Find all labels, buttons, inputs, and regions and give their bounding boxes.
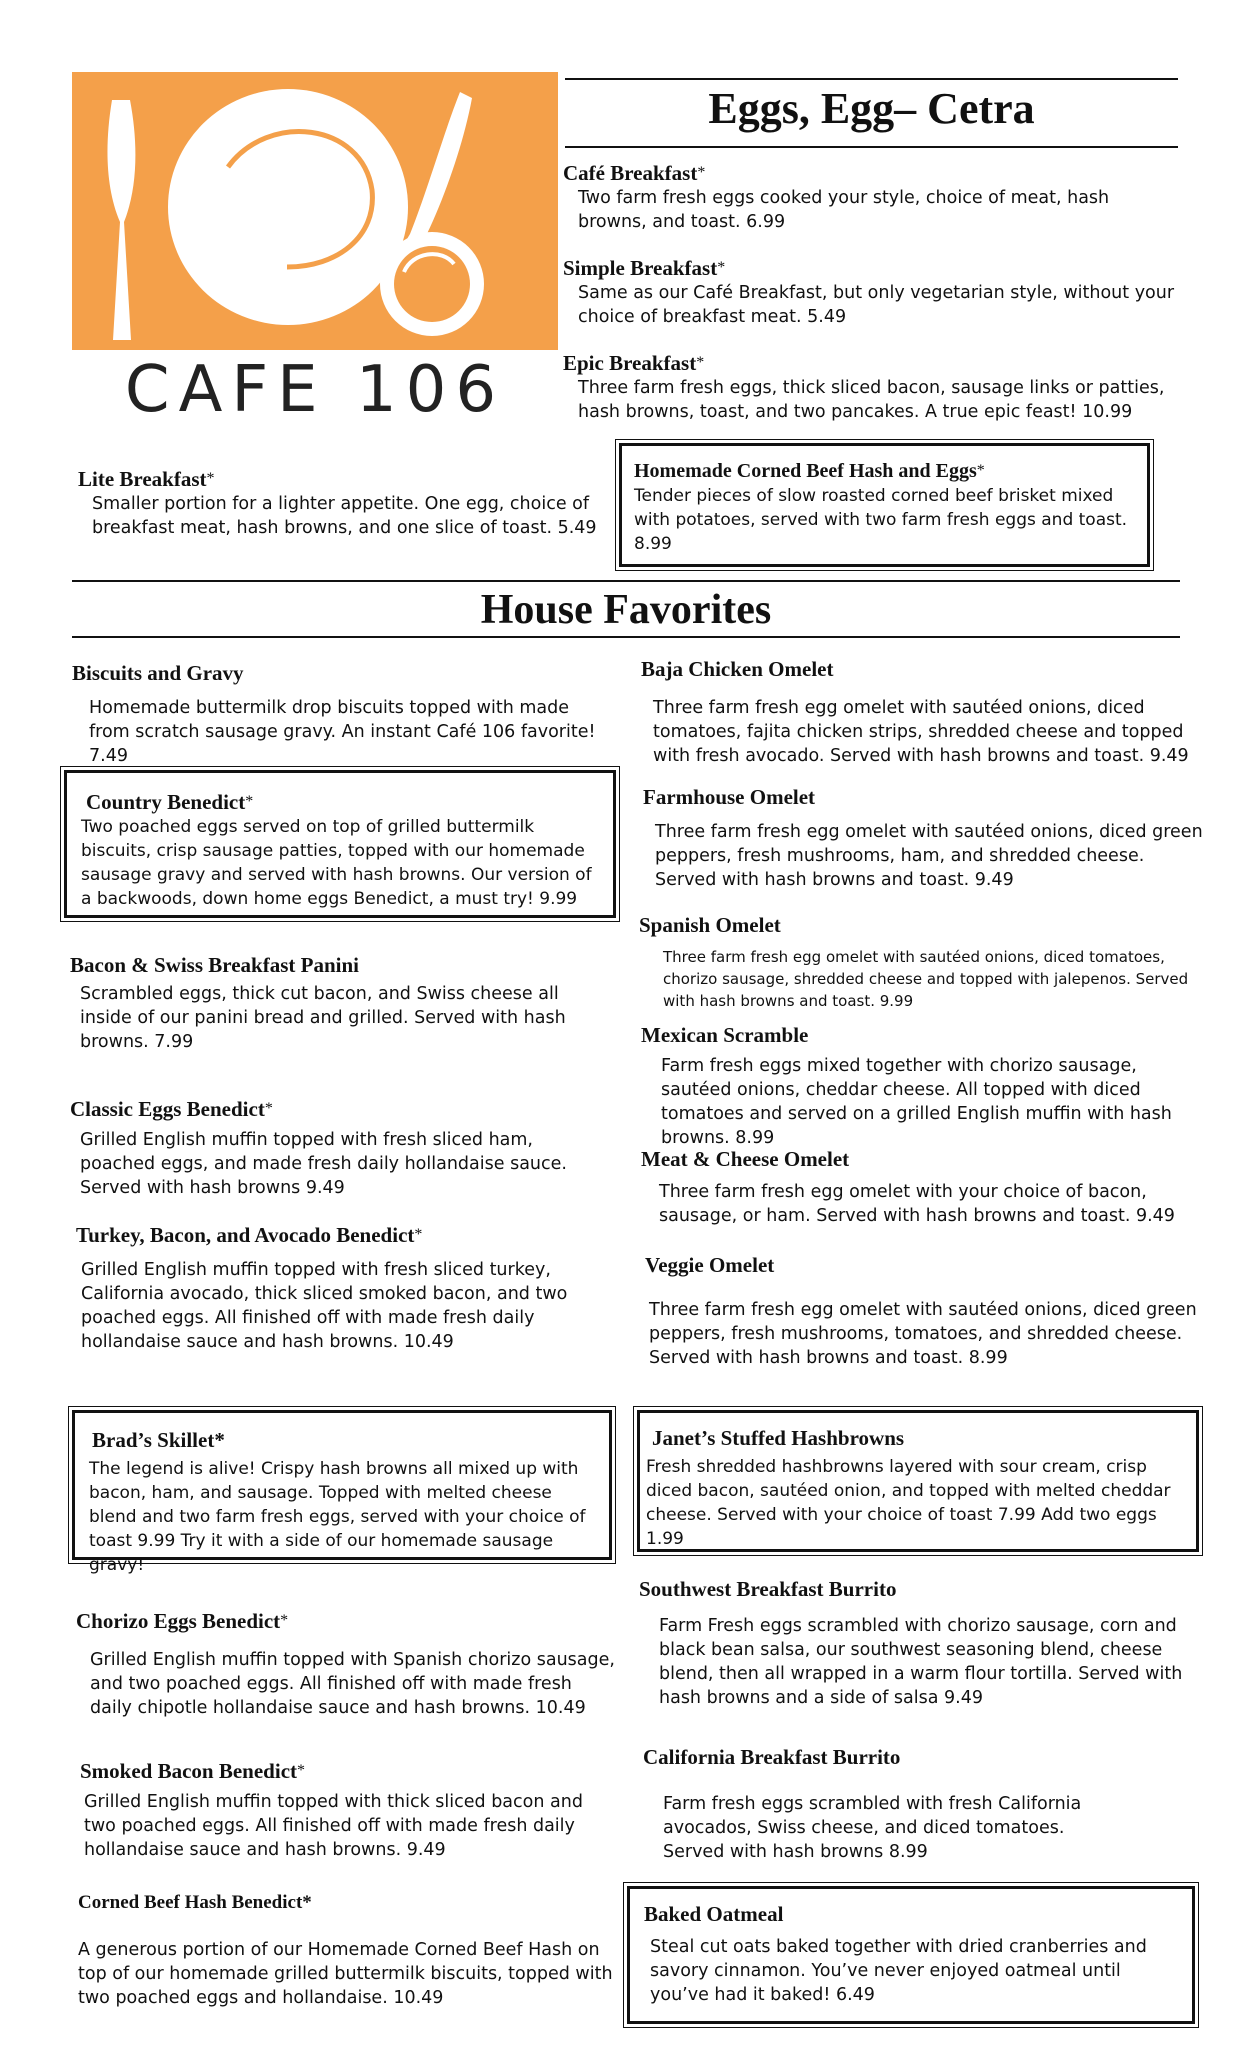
item-description: The legend is alive! Crispy hash browns all mixed up with bacon, ham, and sausage. Topped with melted cheese blend and two farm fresh eggs, served with your choice of toast 9.99 Try it with a side of our homemade sausage gravy! [89, 1459, 586, 1575]
item-description: Grilled English muffin topped with fresh sliced turkey, California avocado, thick sliced smoked bacon, and two poached eggs. All finished off with made fresh daily hollandaise sauce and hash browns. 10.49 [81, 1260, 568, 1352]
item-name: Spanish Omelet [639, 913, 781, 937]
menu-item-corned-beef-hash [619, 443, 1150, 567]
item-description: Two farm fresh eggs cooked your style, choice of meat, hash browns, and toast. 6.99 [578, 188, 1110, 232]
item-name: Baked Oatmeal [644, 1902, 784, 1926]
menu-item-baja-chicken-omelet [641, 656, 1201, 768]
item-name: Baja Chicken Omelet [641, 657, 834, 681]
menu-item-california-breakfast-burrito [643, 1744, 1203, 1864]
menu-item-janets-stuffed-hashbrowns [637, 1410, 1199, 1552]
item-description: Tender pieces of slow roasted corned beef brisket mixed with potatoes, served with two farm fresh eggs and toast. 8.99 [634, 486, 1128, 554]
item-description: Three farm fresh egg omelet with your choice of bacon, sausage, or ham. Served with hash browns and toast. 9.49 [659, 1182, 1175, 1226]
item-name: Biscuits and Gravy [72, 661, 244, 685]
menu-item-southwest-breakfast-burrito [639, 1576, 1199, 1710]
item-name: Country Benedict* [86, 790, 254, 814]
item-description: Farm fresh eggs scrambled with fresh California avocados, Swiss cheese, and diced tomatoes. Served with hash browns 8.99 [663, 1794, 1082, 1862]
item-name: Smoked Bacon Benedict* [80, 1759, 306, 1783]
item-description: Steal cut oats baked together with dried cranberries and savory cinnamon. You’ve never enjoyed oatmeal until you’ve had it baked! 6.49 [650, 1937, 1147, 2005]
item-description: A generous portion of our Homemade Corned Beef Hash on top of our homemade grilled buttermilk biscuits, topped with two poached eggs and hollandaise. 10.49 [78, 1940, 613, 2008]
item-description: Grilled English muffin topped with thick sliced bacon and two poached eggs. All finished off with made fresh daily hollandaise sauce and hash browns. 9.49 [84, 1792, 583, 1860]
eggs-section-title: Eggs, Egg– Cetra [708, 84, 1035, 133]
menu-item-corned-beef-hash-benedict [78, 1890, 618, 2010]
item-name: Southwest Breakfast Burrito [639, 1577, 897, 1601]
menu-item-baked-oatmeal [627, 1886, 1195, 2024]
brand-name: CAFE 106 [124, 353, 506, 427]
item-name: Turkey, Bacon, and Avocado Benedict* [76, 1223, 423, 1247]
item-description: Smaller portion for a lighter appetite. One egg, choice of breakfast meat, hash browns, and one slice of toast. 5.49 [92, 494, 597, 538]
item-description: Scrambled eggs, thick cut bacon, and Swiss cheese all inside of our panini bread and grilled. Served with hash browns. 7.99 [80, 984, 566, 1052]
item-description: Three farm fresh egg omelet with sautéed onions, diced green peppers, fresh mushrooms, ham, and shredded cheese. Served with hash browns and toast. 9.49 [655, 822, 1203, 890]
menu-item-brads-skillet [72, 1410, 612, 1575]
house-top-rule [72, 580, 1180, 582]
item-name: Classic Eggs Benedict* [70, 1097, 273, 1121]
item-name: Epic Breakfast* [563, 351, 705, 375]
menu-item-classic-eggs-benedict [70, 1096, 600, 1200]
item-name: Meat & Cheese Omelet [641, 1147, 850, 1171]
item-name: Veggie Omelet [645, 1253, 775, 1277]
item-name: Brad’s Skillet* [92, 1428, 225, 1452]
item-name: California Breakfast Burrito [643, 1745, 901, 1769]
house-bottom-rule [72, 636, 1180, 638]
item-name: Simple Breakfast* [563, 256, 726, 280]
item-description: Farm Fresh eggs scrambled with chorizo sausage, corn and black bean salsa, our southwest seasoning blend, cheese blend, then all wrapped in a warm flour tortilla. Served with hash browns and a side of salsa 9.49 [659, 1616, 1183, 1708]
item-name: Café Breakfast* [563, 161, 706, 185]
menu-item-lite-breakfast [78, 466, 598, 540]
menu-item-turkey-bacon-avocado-benedict [76, 1222, 606, 1354]
menu-item-meat-cheese-omelet [641, 1146, 1201, 1228]
item-description: Three farm fresh egg omelet with sautéed onions, diced tomatoes, chorizo sausage, shredded cheese and topped with jalepenos. Served with hash browns and toast. 9.99 [663, 948, 1189, 1010]
menu-item-veggie-omelet [645, 1252, 1205, 1370]
menu-item-cafe-breakfast [563, 160, 1183, 234]
menu-item-mexican-scramble [641, 1022, 1201, 1150]
item-description: Fresh shredded hashbrowns layered with sour cream, crisp diced bacon, sautéed onion, and topped with melted cheddar cheese. Served with your choice of toast 7.99 Add two eggs 1.99 [646, 1457, 1171, 1549]
item-name: Homemade Corned Beef Hash and Eggs* [634, 460, 985, 482]
item-description: Three farm fresh egg omelet with sautéed onions, diced tomatoes, fajita chicken strips, shredded cheese and topped with fresh avocado. Served with hash browns and toast. 9.49 [653, 698, 1189, 766]
item-name: Corned Beef Hash Benedict* [78, 1892, 312, 1913]
item-description: Grilled English muffin topped with fresh sliced ham, poached eggs, and made fresh daily hollandaise sauce. Served with hash browns 9.49 [80, 1130, 567, 1198]
item-name: Lite Breakfast* [78, 467, 215, 491]
house-section-title: House Favorites [480, 587, 772, 633]
item-name: Janet’s Stuffed Hashbrowns [652, 1426, 905, 1450]
item-description: Grilled English muffin topped with Spanish chorizo sausage, and two poached eggs. All finished off with made fresh daily chipotle hollandaise sauce and hash browns. 10.49 [90, 1650, 615, 1718]
fork-plate-spoon-icon [72, 72, 558, 350]
item-description: Two poached eggs served on top of grilled buttermilk biscuits, crisp sausage patties, topped with our homemade sausage gravy and served with hash browns. Our version of a backwoods, down home eggs Benedict, a must try! 9.99 [81, 817, 592, 909]
menu-item-chorizo-eggs-benedict [76, 1608, 616, 1720]
item-name: Farmhouse Omelet [643, 785, 816, 809]
item-description: Farm fresh eggs mixed together with chorizo sausage, sautéed onions, cheddar cheese. All topped with diced tomatoes and served on a grilled English muffin with hash browns. 8.99 [661, 1056, 1172, 1148]
menu-item-country-benedict [64, 770, 616, 918]
menu-item-epic-breakfast [563, 350, 1183, 424]
item-description: Three farm fresh egg omelet with sautéed onions, diced green peppers, fresh mushrooms, tomatoes, and shredded cheese. Served with hash browns and toast. 8.99 [649, 1300, 1197, 1368]
item-name: Chorizo Eggs Benedict* [76, 1609, 289, 1633]
item-description: Three farm fresh eggs, thick sliced bacon, sausage links or patties, hash browns, toast, and two pancakes. A true epic feast! 10.99 [578, 378, 1165, 422]
menu-item-simple-breakfast [563, 255, 1183, 329]
item-name: Mexican Scramble [641, 1023, 809, 1047]
menu-item-bacon-swiss-panini [70, 952, 590, 1054]
item-description: Same as our Café Breakfast, but only vegetarian style, without your choice of breakfast meat. 5.49 [578, 283, 1175, 327]
menu-item-spanish-omelet [639, 912, 1199, 1012]
menu-item-farmhouse-omelet [643, 784, 1203, 892]
eggs-bottom-rule [565, 146, 1178, 148]
item-description: Homemade buttermilk drop biscuits topped with made from scratch sausage gravy. An instant Café 106 favorite! 7.49 [89, 698, 596, 766]
logo [72, 72, 558, 350]
menu-item-smoked-bacon-benedict [80, 1758, 620, 1862]
item-name: Bacon & Swiss Breakfast Panini [70, 953, 359, 977]
eggs-top-rule [565, 78, 1178, 80]
menu-item-biscuits-and-gravy [72, 660, 612, 768]
